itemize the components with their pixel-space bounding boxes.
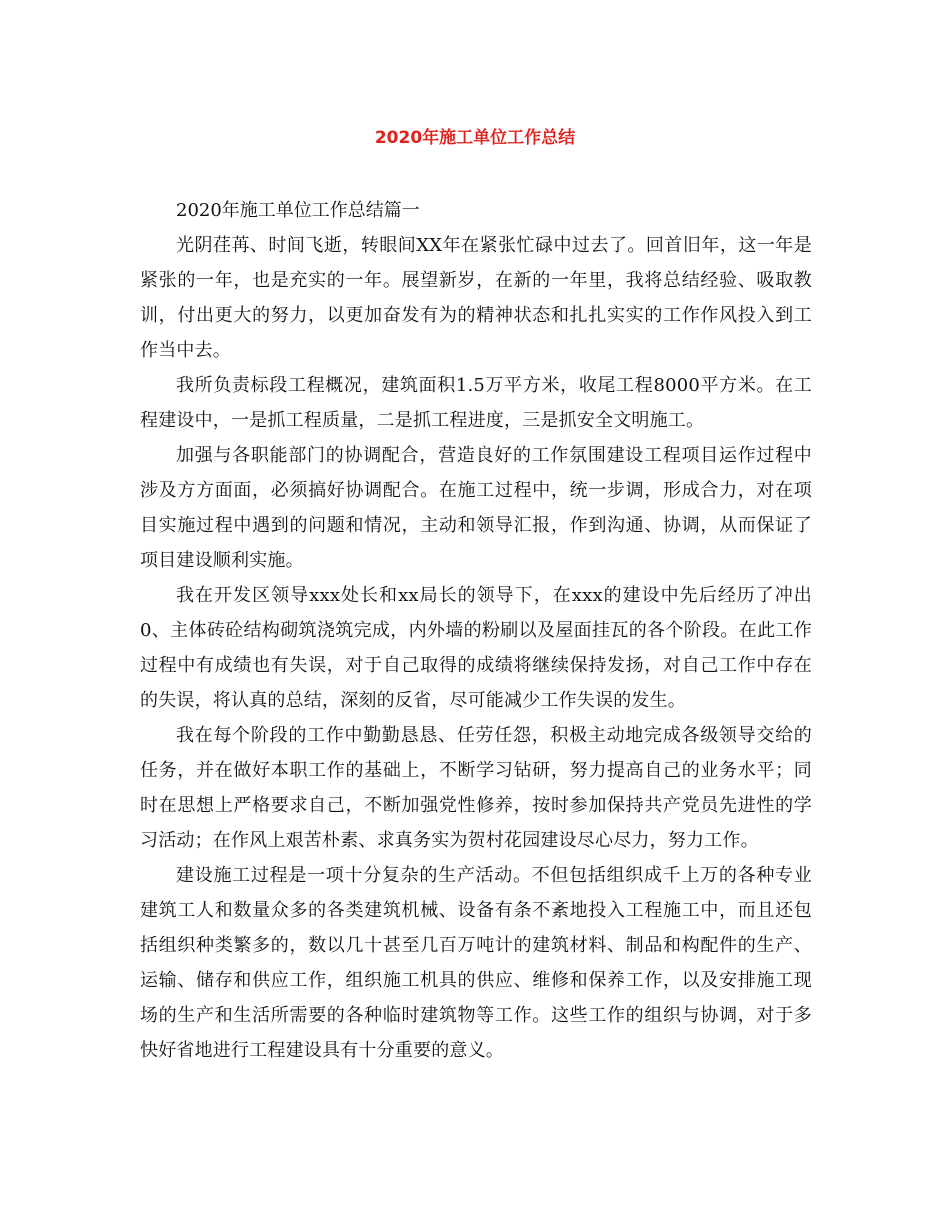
section-heading: 2020年施工单位工作总结篇一	[176, 200, 420, 221]
paragraph-4: 我在开发区领导xxx处长和xx局长的领导下，在xxx的建设中先后经历了冲出0、主体砖砼结构砌筑浇筑完成，内外墙的粉刷以及屋面挂瓦的各个阶段。在此工作过程中有成绩也有失误，对于自己取得的成绩将继续保持发扬，对自己工作中存在的失误，将认真的总结，深刻的反省，尽可能减少工作失误的发生。	[140, 585, 812, 711]
paragraph-2: 我所负责标段工程概况，建筑面积1.5万平方米，收尾工程8000平方米。在工程建设中，一是抓工程质量，二是抓工程进度，三是抓安全文明施工。	[140, 375, 812, 431]
document-title: 2020年施工单位工作总结	[374, 128, 576, 148]
paragraph-5: 我在每个阶段的工作中勤勤恳恳、任劳任怨，积极主动地完成各级领导交给的任务，并在做好本职工作的基础上，不断学习钻研，努力提高自己的业务水平；同时在思想上严格要求自己，不断加强党性修养，按时参加保持共产党员先进性的学习活动；在作风上艰苦朴素、求真务实为贺村花园建设尽心尽力，努力工作。	[140, 725, 812, 851]
paragraph-6: 建设施工过程是一项十分复杂的生产活动。不但包括组织成千上万的各种专业建筑工人和数量众多的各类建筑机械、设备有条不紊地投入工程施工中，而且还包括组织种类繁多的，数以几十甚至几百万吨计的建筑材料、制品和构配件的生产、运输、储存和供应工作，组织施工机具的供应、维修和保养工作，以及安排施工现场的生产和生活所需要的各种临时建筑物等工作。这些工作的组织与协调，对于多快好省地进行工程建设具有十分重要的意义。	[140, 865, 812, 1061]
paragraph-3: 加强与各职能部门的协调配合，营造良好的工作氛围建设工程项目运作过程中涉及方方面面，必须搞好协调配合。在施工过程中，统一步调，形成合力，对在项目实施过程中遇到的问题和情况，主动和领导汇报，作到沟通、协调，从而保证了项目建设顺利实施。	[140, 445, 812, 571]
paragraph-1: 光阴荏苒、时间飞逝，转眼间XX年在紧张忙碌中过去了。回首旧年，这一年是紧张的一年，也是充实的一年。展望新岁，在新的一年里，我将总结经验、吸取教训，付出更大的努力，以更加奋发有为的精神状态和扎扎实实的工作作风投入到工作当中去。	[140, 235, 812, 361]
document-body	[140, 193, 812, 1068]
